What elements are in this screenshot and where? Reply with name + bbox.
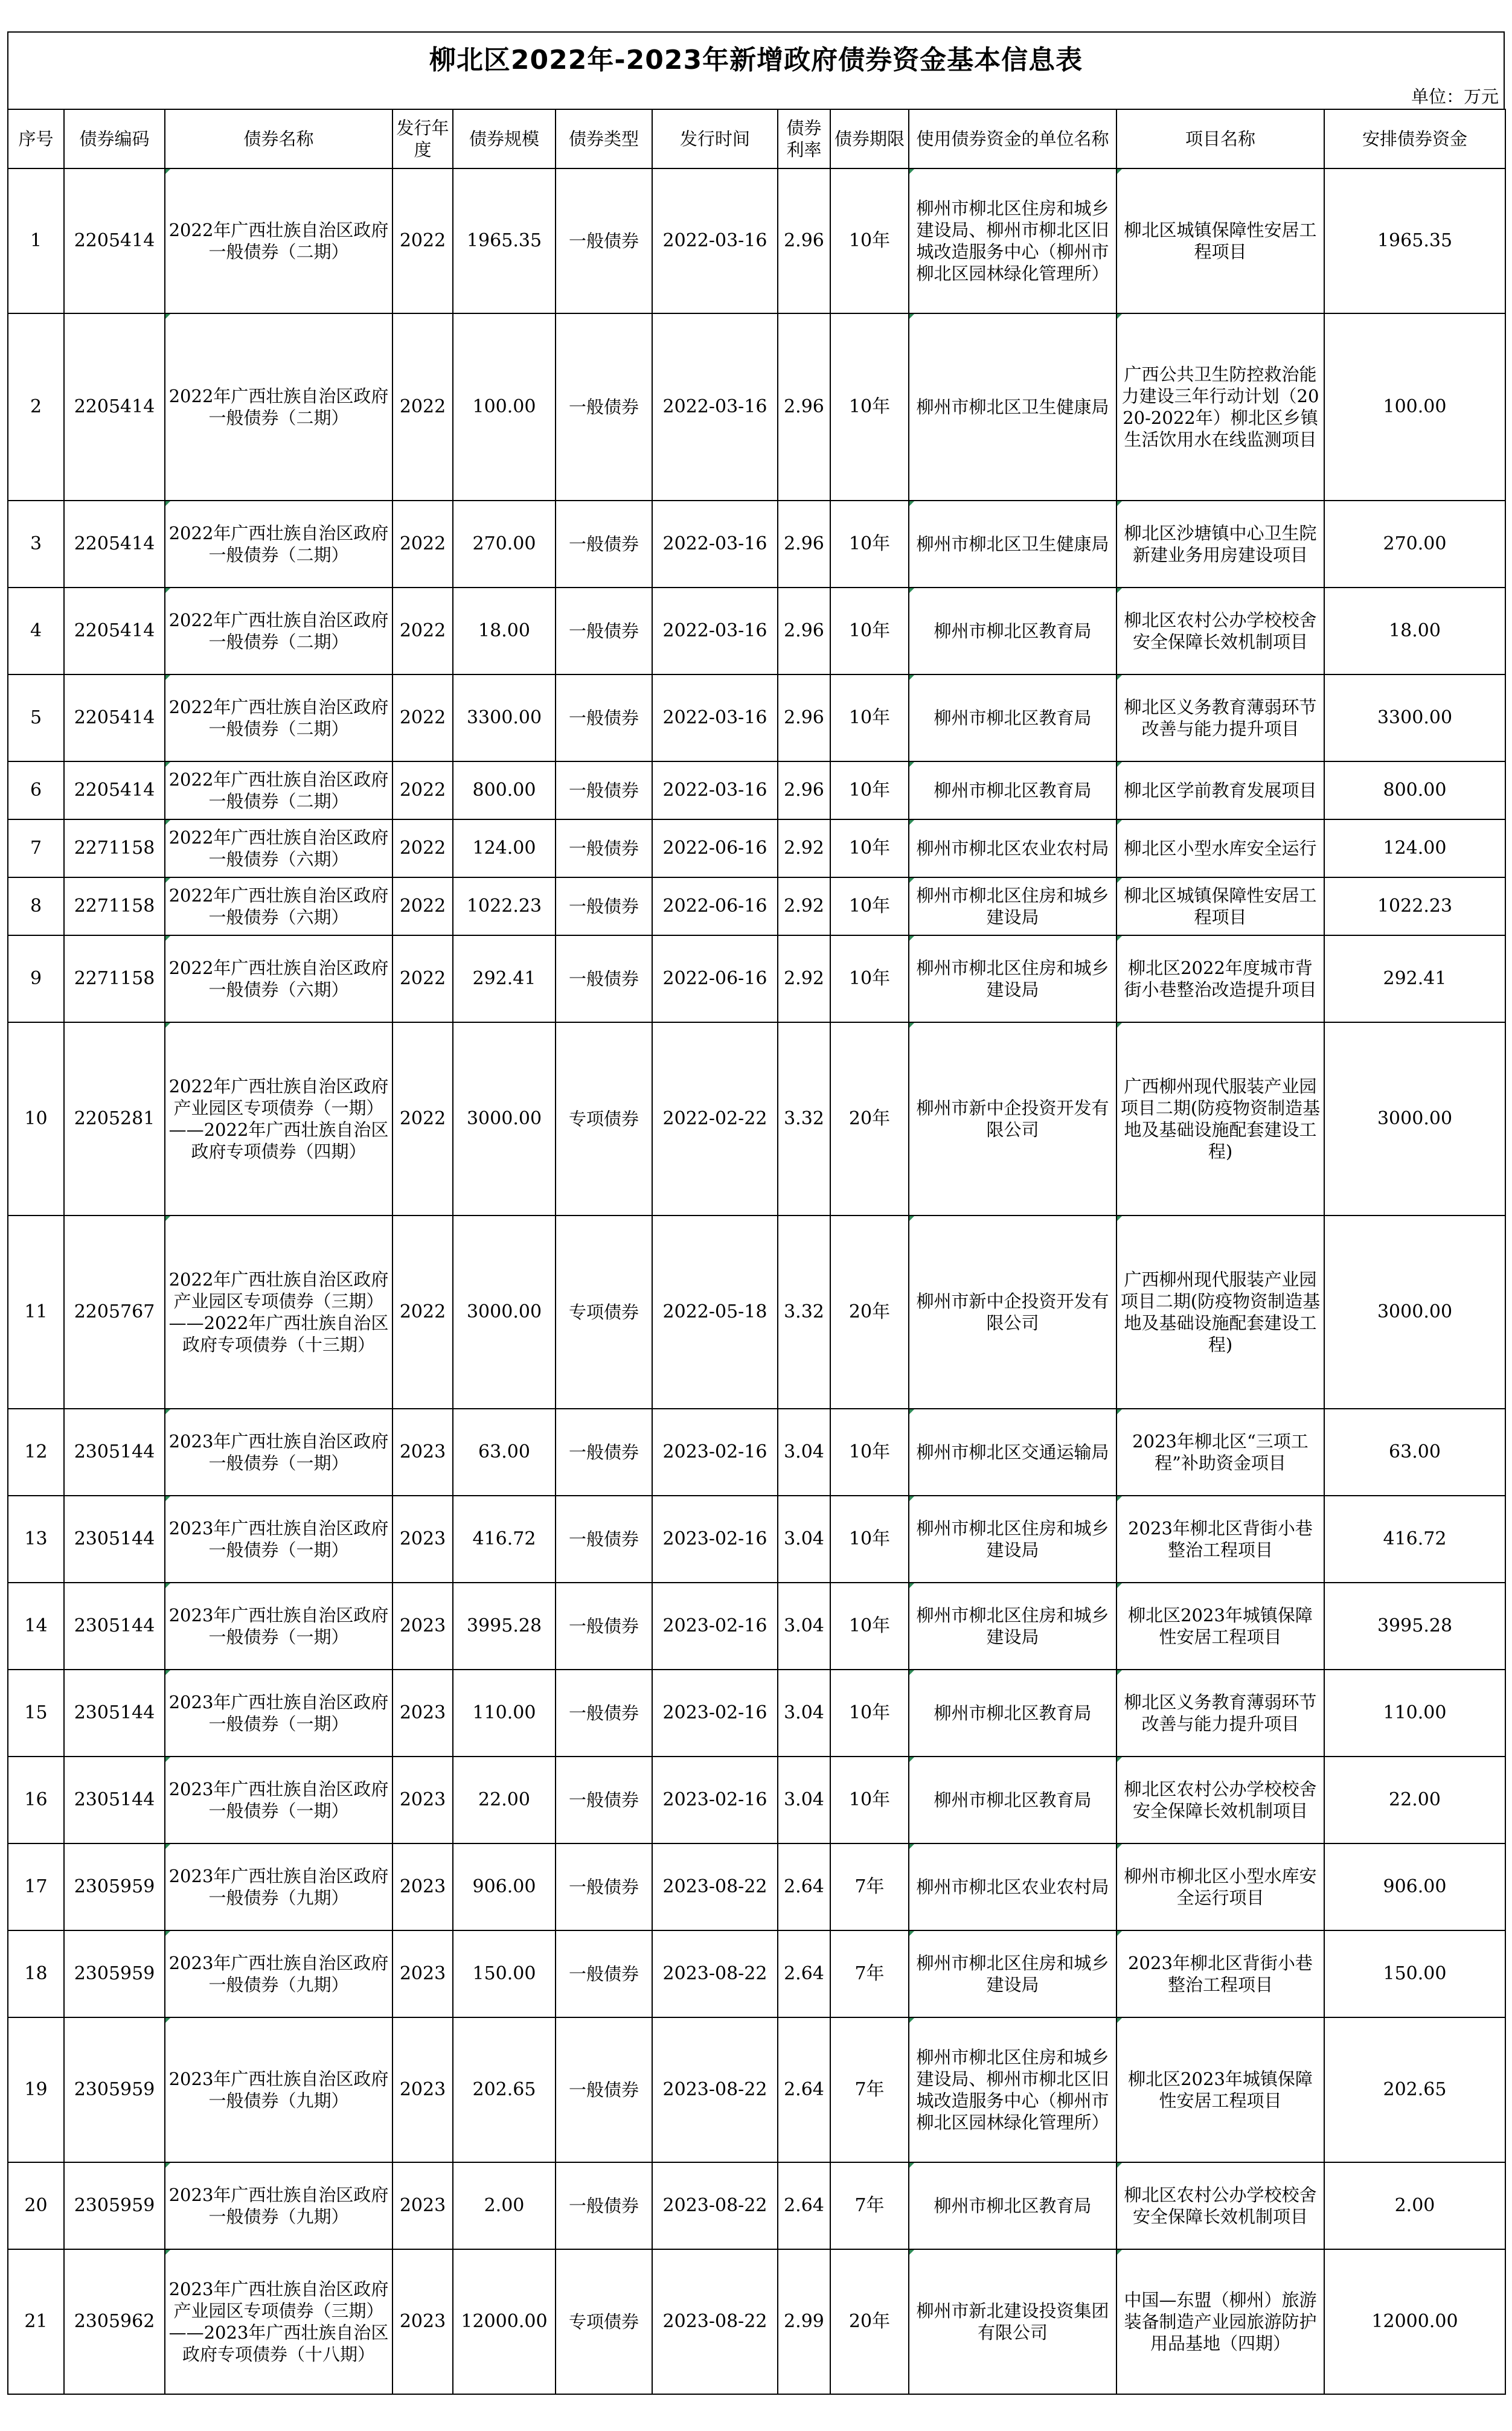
table-cell: 2023-08-22 bbox=[652, 2249, 778, 2394]
table-cell: 7年 bbox=[830, 1930, 909, 2017]
table-cell: 2023 bbox=[392, 2017, 453, 2162]
table-cell: 2022年广西壮族自治区政府一般债券（二期） bbox=[165, 501, 392, 588]
table-cell: 一般债券 bbox=[556, 313, 652, 501]
table-cell: 2271158 bbox=[64, 819, 165, 877]
table-cell: 10年 bbox=[830, 1583, 909, 1670]
table-cell: 2.00 bbox=[453, 2162, 556, 2249]
table-cell: 14 bbox=[8, 1583, 64, 1670]
table-cell: 3000.00 bbox=[1324, 1216, 1505, 1409]
table-cell: 20年 bbox=[830, 2249, 909, 2394]
table-cell: 2022 bbox=[392, 313, 453, 501]
table-cell: 一般债券 bbox=[556, 588, 652, 674]
table-cell: 2.64 bbox=[778, 1843, 830, 1930]
table-cell: 906.00 bbox=[1324, 1843, 1505, 1930]
table-cell: 2022 bbox=[392, 819, 453, 877]
table-cell: 2023年广西壮族自治区政府一般债券（一期） bbox=[165, 1409, 392, 1496]
table-cell: 2023年广西壮族自治区政府产业园区专项债券（三期）——2023年广西壮族自治区政府专项债券（十八期） bbox=[165, 2249, 392, 2394]
table-cell: 2023-08-22 bbox=[652, 1930, 778, 2017]
header-cell: 序号 bbox=[8, 109, 64, 168]
table-cell: 7年 bbox=[830, 2162, 909, 2249]
table-cell: 8 bbox=[8, 877, 64, 935]
table-cell: 2305959 bbox=[64, 2017, 165, 2162]
unit-text: 单位：万元 bbox=[1411, 86, 1499, 107]
table-cell: 2023-08-22 bbox=[652, 2017, 778, 2162]
table-cell: 20年 bbox=[830, 1022, 909, 1216]
table-cell: 2022-03-16 bbox=[652, 313, 778, 501]
table-cell: 一般债券 bbox=[556, 877, 652, 935]
table-row bbox=[8, 1496, 1505, 1583]
table-cell: 柳北区2023年城镇保障性安居工程项目 bbox=[1116, 2017, 1324, 2162]
table-cell: 10年 bbox=[830, 168, 909, 313]
table-cell: 2022-03-16 bbox=[652, 761, 778, 819]
table-cell: 柳北区城镇保障性安居工程项目 bbox=[1116, 877, 1324, 935]
table-cell: 2305144 bbox=[64, 1409, 165, 1496]
table-cell: 柳北区农村公办学校校舍安全保障长效机制项目 bbox=[1116, 588, 1324, 674]
table-cell: 一般债券 bbox=[556, 1409, 652, 1496]
table-cell: 2022年广西壮族自治区政府一般债券（二期） bbox=[165, 674, 392, 761]
table-cell: 10年 bbox=[830, 761, 909, 819]
table-cell: 2.92 bbox=[778, 935, 830, 1022]
table-row bbox=[8, 761, 1505, 819]
table-cell: 16 bbox=[8, 1757, 64, 1843]
table-cell: 2205414 bbox=[64, 674, 165, 761]
table-cell: 3.04 bbox=[778, 1670, 830, 1757]
header-cell: 安排债券资金 bbox=[1324, 109, 1505, 168]
table-cell: 202.65 bbox=[453, 2017, 556, 2162]
table-cell: 广西柳州现代服装产业园项目二期(防疫物资制造基地及基础设施配套建设工程) bbox=[1116, 1022, 1324, 1216]
table-cell: 中国—东盟（柳州）旅游装备制造产业园旅游防护用品基地（四期） bbox=[1116, 2249, 1324, 2394]
table-cell: 柳北区城镇保障性安居工程项目 bbox=[1116, 168, 1324, 313]
table-cell: 2023 bbox=[392, 1930, 453, 2017]
table-cell: 2205414 bbox=[64, 588, 165, 674]
table-cell: 3000.00 bbox=[1324, 1022, 1505, 1216]
table-title: 柳北区2022年-2023年新增政府债券资金基本信息表 bbox=[7, 31, 1505, 82]
table-cell: 2023年柳北区背街小巷整治工程项目 bbox=[1116, 1496, 1324, 1583]
table-row bbox=[8, 1930, 1505, 2017]
table-cell: 20 bbox=[8, 2162, 64, 2249]
table-cell: 2205414 bbox=[64, 313, 165, 501]
table-cell: 12000.00 bbox=[1324, 2249, 1505, 2394]
table-cell: 2022年广西壮族自治区政府一般债券（二期） bbox=[165, 313, 392, 501]
table-cell: 63.00 bbox=[453, 1409, 556, 1496]
table-cell: 202.65 bbox=[1324, 2017, 1505, 2162]
table-cell: 2023-08-22 bbox=[652, 1843, 778, 1930]
table-row bbox=[8, 819, 1505, 877]
table-cell: 2022年广西壮族自治区政府一般债券（六期） bbox=[165, 935, 392, 1022]
table-cell: 10年 bbox=[830, 877, 909, 935]
table-cell: 2023年广西壮族自治区政府一般债券（一期） bbox=[165, 1757, 392, 1843]
header-cell: 债券编码 bbox=[64, 109, 165, 168]
table-cell: 2023-08-22 bbox=[652, 2162, 778, 2249]
table-cell: 10年 bbox=[830, 588, 909, 674]
table-cell: 柳州市柳北区小型水库安全运行项目 bbox=[1116, 1843, 1324, 1930]
table-cell: 150.00 bbox=[453, 1930, 556, 2017]
table-cell: 2023 bbox=[392, 1583, 453, 1670]
table-cell: 110.00 bbox=[453, 1670, 556, 1757]
table-cell: 2.64 bbox=[778, 2017, 830, 2162]
table-cell: 292.41 bbox=[1324, 935, 1505, 1022]
table-cell: 3 bbox=[8, 501, 64, 588]
table-cell: 2023年柳北区“三项工程”补助资金项目 bbox=[1116, 1409, 1324, 1496]
table-cell: 一般债券 bbox=[556, 819, 652, 877]
table-cell: 10年 bbox=[830, 674, 909, 761]
table-row bbox=[8, 935, 1505, 1022]
table-cell: 2023年广西壮族自治区政府一般债券（九期） bbox=[165, 1930, 392, 2017]
table-cell: 2022 bbox=[392, 588, 453, 674]
table-cell: 150.00 bbox=[1324, 1930, 1505, 2017]
table-cell: 3.04 bbox=[778, 1409, 830, 1496]
table-cell: 柳北区学前教育发展项目 bbox=[1116, 761, 1324, 819]
table-cell: 10年 bbox=[830, 501, 909, 588]
table-cell: 2022 bbox=[392, 501, 453, 588]
table-cell: 2.96 bbox=[778, 168, 830, 313]
table-row bbox=[8, 1843, 1505, 1930]
table-cell: 柳州市柳北区教育局 bbox=[909, 674, 1116, 761]
table-cell: 2022-03-16 bbox=[652, 501, 778, 588]
table-cell: 柳州市柳北区教育局 bbox=[909, 1757, 1116, 1843]
table-cell: 一般债券 bbox=[556, 2017, 652, 2162]
table-cell: 广西公共卫生防控救治能力建设三年行动计划（2020-2022年）柳北区乡镇生活饮用水在线监测项目 bbox=[1116, 313, 1324, 501]
table-cell: 柳北区义务教育薄弱环节改善与能力提升项目 bbox=[1116, 674, 1324, 761]
table-cell: 7年 bbox=[830, 1843, 909, 1930]
table-cell: 292.41 bbox=[453, 935, 556, 1022]
table-cell: 10年 bbox=[830, 935, 909, 1022]
table-cell: 一般债券 bbox=[556, 1670, 652, 1757]
table-cell: 2023 bbox=[392, 1670, 453, 1757]
table-cell: 10年 bbox=[830, 1670, 909, 1757]
table-cell: 2305144 bbox=[64, 1757, 165, 1843]
table-cell: 2022年广西壮族自治区政府一般债券（六期） bbox=[165, 819, 392, 877]
header-cell: 发行时间 bbox=[652, 109, 778, 168]
table-cell: 柳州市柳北区住房和城乡建设局、柳州市柳北区旧城改造服务中心（柳州市柳北区园林绿化管理所） bbox=[909, 2017, 1116, 2162]
table-cell: 110.00 bbox=[1324, 1670, 1505, 1757]
header-cell: 使用债券资金的单位名称 bbox=[909, 109, 1116, 168]
table-cell: 3000.00 bbox=[453, 1022, 556, 1216]
header-cell: 项目名称 bbox=[1116, 109, 1324, 168]
table-cell: 3.04 bbox=[778, 1496, 830, 1583]
table-row bbox=[8, 168, 1505, 313]
table-cell: 2022-03-16 bbox=[652, 674, 778, 761]
table-cell: 18.00 bbox=[453, 588, 556, 674]
table-cell: 5 bbox=[8, 674, 64, 761]
table-cell: 10年 bbox=[830, 1757, 909, 1843]
table-cell: 一般债券 bbox=[556, 1583, 652, 1670]
table-cell: 2023-02-16 bbox=[652, 1757, 778, 1843]
table-cell: 2305962 bbox=[64, 2249, 165, 2394]
table-cell: 2271158 bbox=[64, 877, 165, 935]
table-cell: 柳北区农村公办学校校舍安全保障长效机制项目 bbox=[1116, 2162, 1324, 2249]
table-body bbox=[8, 168, 1505, 2394]
table-cell: 63.00 bbox=[1324, 1409, 1505, 1496]
table-cell: 一般债券 bbox=[556, 674, 652, 761]
table-cell: 2023年广西壮族自治区政府一般债券（九期） bbox=[165, 2162, 392, 2249]
table-row bbox=[8, 1670, 1505, 1757]
header-cell: 债券规模 bbox=[453, 109, 556, 168]
table-cell: 6 bbox=[8, 761, 64, 819]
table-cell: 2 bbox=[8, 313, 64, 501]
table-cell: 广西柳州现代服装产业园项目二期(防疫物资制造基地及基础设施配套建设工程) bbox=[1116, 1216, 1324, 1409]
table-row bbox=[8, 674, 1505, 761]
table-cell: 柳州市柳北区住房和城乡建设局 bbox=[909, 877, 1116, 935]
table-cell: 2023 bbox=[392, 2162, 453, 2249]
table-cell: 270.00 bbox=[453, 501, 556, 588]
table-cell: 柳州市柳北区住房和城乡建设局 bbox=[909, 1583, 1116, 1670]
table-cell: 2022年广西壮族自治区政府一般债券（二期） bbox=[165, 168, 392, 313]
table-cell: 9 bbox=[8, 935, 64, 1022]
table-cell: 2022 bbox=[392, 168, 453, 313]
table-cell: 124.00 bbox=[1324, 819, 1505, 877]
table-cell: 18 bbox=[8, 1930, 64, 2017]
table-cell: 柳州市柳北区教育局 bbox=[909, 1670, 1116, 1757]
table-cell: 柳州市新北建设投资集团有限公司 bbox=[909, 2249, 1116, 2394]
table-cell: 10年 bbox=[830, 819, 909, 877]
unit-label bbox=[7, 82, 1505, 109]
header-cell: 债券利率 bbox=[778, 109, 830, 168]
table-cell: 2305959 bbox=[64, 2162, 165, 2249]
table-cell: 2022年广西壮族自治区政府产业园区专项债券（三期）——2022年广西壮族自治区政府专项债券（十三期） bbox=[165, 1216, 392, 1409]
table-cell: 3300.00 bbox=[1324, 674, 1505, 761]
table-cell: 2023-02-16 bbox=[652, 1409, 778, 1496]
table-cell: 21 bbox=[8, 2249, 64, 2394]
table-cell: 3000.00 bbox=[453, 1216, 556, 1409]
table-cell: 2.96 bbox=[778, 761, 830, 819]
table-cell: 2.92 bbox=[778, 819, 830, 877]
table-cell: 柳州市柳北区教育局 bbox=[909, 2162, 1116, 2249]
spreadsheet bbox=[7, 31, 1505, 2395]
table-cell: 2.92 bbox=[778, 877, 830, 935]
table-cell: 1022.23 bbox=[1324, 877, 1505, 935]
table-cell: 一般债券 bbox=[556, 761, 652, 819]
table-cell: 2022 bbox=[392, 935, 453, 1022]
table-cell: 2022 bbox=[392, 1216, 453, 1409]
debt-table bbox=[7, 109, 1506, 2395]
table-cell: 柳州市柳北区教育局 bbox=[909, 588, 1116, 674]
table-cell: 柳北区义务教育薄弱环节改善与能力提升项目 bbox=[1116, 1670, 1324, 1757]
table-cell: 2023年柳北区背街小巷整治工程项目 bbox=[1116, 1930, 1324, 2017]
table-cell: 柳州市柳北区卫生健康局 bbox=[909, 501, 1116, 588]
table-cell: 13 bbox=[8, 1496, 64, 1583]
table-cell: 柳州市柳北区农业农村局 bbox=[909, 1843, 1116, 1930]
table-row bbox=[8, 1216, 1505, 1409]
table-cell: 17 bbox=[8, 1843, 64, 1930]
table-cell: 1965.35 bbox=[1324, 168, 1505, 313]
table-cell: 柳北区小型水库安全运行 bbox=[1116, 819, 1324, 877]
table-cell: 1 bbox=[8, 168, 64, 313]
table-cell: 2205281 bbox=[64, 1022, 165, 1216]
table-cell: 柳北区农村公办学校校舍安全保障长效机制项目 bbox=[1116, 1757, 1324, 1843]
table-cell: 2022-06-16 bbox=[652, 819, 778, 877]
table-cell: 416.72 bbox=[1324, 1496, 1505, 1583]
table-cell: 3.04 bbox=[778, 1757, 830, 1843]
table-cell: 1965.35 bbox=[453, 168, 556, 313]
table-row bbox=[8, 2017, 1505, 2162]
table-cell: 7年 bbox=[830, 2017, 909, 2162]
table-cell: 2.96 bbox=[778, 501, 830, 588]
table-cell: 2.64 bbox=[778, 2162, 830, 2249]
table-cell: 270.00 bbox=[1324, 501, 1505, 588]
table-cell: 柳州市柳北区交通运输局 bbox=[909, 1409, 1116, 1496]
table-cell: 2022-03-16 bbox=[652, 168, 778, 313]
table-cell: 2.64 bbox=[778, 1930, 830, 2017]
table-cell: 100.00 bbox=[453, 313, 556, 501]
header-cell: 发行年度 bbox=[392, 109, 453, 168]
table-cell: 2023年广西壮族自治区政府一般债券（一期） bbox=[165, 1496, 392, 1583]
table-row bbox=[8, 1757, 1505, 1843]
table-cell: 2023 bbox=[392, 1409, 453, 1496]
table-cell: 2271158 bbox=[64, 935, 165, 1022]
table-cell: 2.96 bbox=[778, 674, 830, 761]
table-cell: 2023年广西壮族自治区政府一般债券（一期） bbox=[165, 1670, 392, 1757]
table-cell: 一般债券 bbox=[556, 1930, 652, 2017]
table-cell: 124.00 bbox=[453, 819, 556, 877]
table-cell: 2022-03-16 bbox=[652, 588, 778, 674]
table-cell: 2205414 bbox=[64, 168, 165, 313]
table-cell: 2205414 bbox=[64, 501, 165, 588]
table-cell: 10年 bbox=[830, 313, 909, 501]
table-cell: 1022.23 bbox=[453, 877, 556, 935]
table-cell: 柳州市柳北区卫生健康局 bbox=[909, 313, 1116, 501]
table-cell: 800.00 bbox=[1324, 761, 1505, 819]
table-cell: 2205767 bbox=[64, 1216, 165, 1409]
table-cell: 12 bbox=[8, 1409, 64, 1496]
table-cell: 7 bbox=[8, 819, 64, 877]
table-row bbox=[8, 2249, 1505, 2394]
table-row bbox=[8, 313, 1505, 501]
table-cell: 2022年广西壮族自治区政府产业园区专项债券（一期）——2022年广西壮族自治区政府专项债券（四期） bbox=[165, 1022, 392, 1216]
table-cell: 2022年广西壮族自治区政府一般债券（六期） bbox=[165, 877, 392, 935]
table-cell: 一般债券 bbox=[556, 1843, 652, 1930]
table-cell: 2023年广西壮族自治区政府一般债券（九期） bbox=[165, 1843, 392, 1930]
table-cell: 11 bbox=[8, 1216, 64, 1409]
table-cell: 416.72 bbox=[453, 1496, 556, 1583]
table-cell: 2022-02-22 bbox=[652, 1022, 778, 1216]
table-cell: 2023年广西壮族自治区政府一般债券（一期） bbox=[165, 1583, 392, 1670]
table-cell: 2022-06-16 bbox=[652, 877, 778, 935]
table-cell: 2.99 bbox=[778, 2249, 830, 2394]
table-cell: 906.00 bbox=[453, 1843, 556, 1930]
table-cell: 2022年广西壮族自治区政府一般债券（二期） bbox=[165, 588, 392, 674]
table-cell: 一般债券 bbox=[556, 935, 652, 1022]
table-cell: 柳北区沙塘镇中心卫生院新建业务用房建设项目 bbox=[1116, 501, 1324, 588]
table-cell: 3.32 bbox=[778, 1022, 830, 1216]
table-cell: 22.00 bbox=[1324, 1757, 1505, 1843]
table-cell: 3995.28 bbox=[1324, 1583, 1505, 1670]
table-cell: 2023 bbox=[392, 1843, 453, 1930]
table-row bbox=[8, 2162, 1505, 2249]
table-cell: 2.00 bbox=[1324, 2162, 1505, 2249]
table-cell: 12000.00 bbox=[453, 2249, 556, 2394]
table-cell: 2023-02-16 bbox=[652, 1670, 778, 1757]
table-cell: 20年 bbox=[830, 1216, 909, 1409]
table-cell: 19 bbox=[8, 2017, 64, 2162]
table-cell: 柳北区2022年度城市背街小巷整治改造提升项目 bbox=[1116, 935, 1324, 1022]
table-cell: 2023 bbox=[392, 1496, 453, 1583]
table-cell: 专项债券 bbox=[556, 1216, 652, 1409]
table-cell: 柳州市柳北区住房和城乡建设局 bbox=[909, 1930, 1116, 2017]
table-cell: 2023 bbox=[392, 1757, 453, 1843]
table-cell: 一般债券 bbox=[556, 501, 652, 588]
table-cell: 柳北区2023年城镇保障性安居工程项目 bbox=[1116, 1583, 1324, 1670]
table-row bbox=[8, 588, 1505, 674]
table-cell: 3.04 bbox=[778, 1583, 830, 1670]
table-cell: 一般债券 bbox=[556, 168, 652, 313]
table-row bbox=[8, 1022, 1505, 1216]
table-cell: 2023-02-16 bbox=[652, 1496, 778, 1583]
table-cell: 18.00 bbox=[1324, 588, 1505, 674]
table-cell: 3.32 bbox=[778, 1216, 830, 1409]
table-cell: 柳州市新中企投资开发有限公司 bbox=[909, 1022, 1116, 1216]
table-cell: 2305959 bbox=[64, 1930, 165, 2017]
table-cell: 2305144 bbox=[64, 1496, 165, 1583]
table-cell: 10年 bbox=[830, 1496, 909, 1583]
table-cell: 2022-06-16 bbox=[652, 935, 778, 1022]
table-cell: 2023 bbox=[392, 2249, 453, 2394]
table-cell: 2305144 bbox=[64, 1583, 165, 1670]
table-cell: 柳州市柳北区住房和城乡建设局、柳州市柳北区旧城改造服务中心（柳州市柳北区园林绿化管理所） bbox=[909, 168, 1116, 313]
table-cell: 一般债券 bbox=[556, 2162, 652, 2249]
table-cell: 专项债券 bbox=[556, 1022, 652, 1216]
header-cell: 债券期限 bbox=[830, 109, 909, 168]
table-cell: 专项债券 bbox=[556, 2249, 652, 2394]
table-cell: 100.00 bbox=[1324, 313, 1505, 501]
table-row bbox=[8, 1583, 1505, 1670]
table-cell: 2023-02-16 bbox=[652, 1583, 778, 1670]
table-cell: 柳州市柳北区教育局 bbox=[909, 761, 1116, 819]
table-cell: 2.96 bbox=[778, 588, 830, 674]
table-cell: 一般债券 bbox=[556, 1496, 652, 1583]
header-row bbox=[8, 109, 1505, 168]
table-cell: 800.00 bbox=[453, 761, 556, 819]
table-cell: 2022 bbox=[392, 1022, 453, 1216]
table-cell: 柳州市柳北区住房和城乡建设局 bbox=[909, 935, 1116, 1022]
table-cell: 2022-05-18 bbox=[652, 1216, 778, 1409]
table-cell: 2.96 bbox=[778, 313, 830, 501]
table-cell: 2022 bbox=[392, 877, 453, 935]
table-cell: 4 bbox=[8, 588, 64, 674]
table-row bbox=[8, 501, 1505, 588]
table-cell: 10年 bbox=[830, 1409, 909, 1496]
table-row bbox=[8, 1409, 1505, 1496]
header-cell: 债券类型 bbox=[556, 109, 652, 168]
table-cell: 柳州市柳北区住房和城乡建设局 bbox=[909, 1496, 1116, 1583]
table-cell: 2022年广西壮族自治区政府一般债券（二期） bbox=[165, 761, 392, 819]
table-cell: 10 bbox=[8, 1022, 64, 1216]
table-cell: 2023年广西壮族自治区政府一般债券（九期） bbox=[165, 2017, 392, 2162]
table-cell: 3300.00 bbox=[453, 674, 556, 761]
table-cell: 一般债券 bbox=[556, 1757, 652, 1843]
table-cell: 22.00 bbox=[453, 1757, 556, 1843]
table-row bbox=[8, 877, 1505, 935]
header-cell: 债券名称 bbox=[165, 109, 392, 168]
table-cell: 15 bbox=[8, 1670, 64, 1757]
table-cell: 2022 bbox=[392, 674, 453, 761]
table-cell: 2305959 bbox=[64, 1843, 165, 1930]
table-cell: 柳州市新中企投资开发有限公司 bbox=[909, 1216, 1116, 1409]
table-cell: 柳州市柳北区农业农村局 bbox=[909, 819, 1116, 877]
table-cell: 2022 bbox=[392, 761, 453, 819]
table-cell: 2205414 bbox=[64, 761, 165, 819]
table-cell: 3995.28 bbox=[453, 1583, 556, 1670]
table-cell: 2305144 bbox=[64, 1670, 165, 1757]
